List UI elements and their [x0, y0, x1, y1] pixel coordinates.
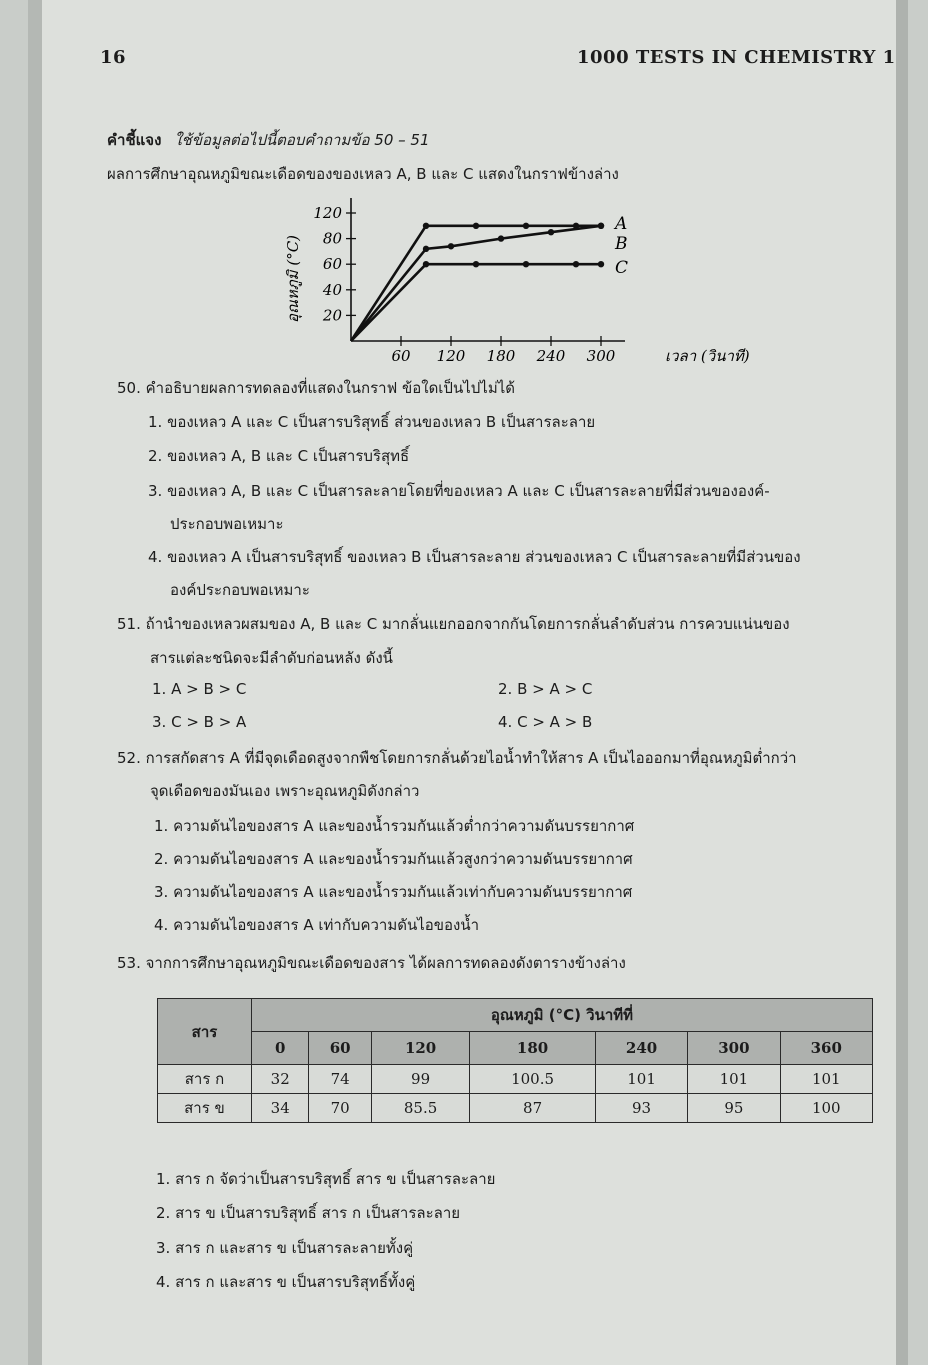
instructions — [107, 128, 429, 152]
series-label-B: B — [615, 233, 628, 254]
series-line-C — [351, 264, 601, 341]
table-temperature-header: อุณหภูมิ (°C) วินาทีที่ — [252, 999, 873, 1032]
table-cell: 34 — [252, 1094, 309, 1123]
q52-choice-2: 2. ความดันไอของสาร A และของน้ำรวมกันแล้วสูงกว่าความดันบรรยากาศ — [154, 850, 633, 868]
q51-choice-4: 4. C > A > B — [498, 713, 593, 731]
data-point-B — [448, 243, 454, 249]
table-cell: 74 — [309, 1065, 372, 1094]
table-time-header: 300 — [688, 1032, 780, 1065]
x-tick-label: 300 — [586, 347, 616, 365]
boiling-data-table — [157, 998, 873, 1123]
x-tick-label: 60 — [391, 347, 411, 365]
table-row-label: สาร ก — [158, 1065, 252, 1094]
instructions-text: ใช้ข้อมูลต่อไปนี้ตอบคำถามข้อ 50 – 51 — [174, 131, 430, 149]
q53-choice-4: 4. สาร ก และสาร ข เป็นสารบริสุทธิ์ทั้งคู่ — [156, 1273, 416, 1291]
table-cell: 93 — [595, 1094, 687, 1123]
data-point-C — [598, 261, 604, 267]
q52-choice-1: 1. ความดันไอของสาร A และของน้ำรวมกันแล้วต่ำกว่าความดันบรรยากาศ — [154, 817, 635, 835]
table-cell: 95 — [688, 1094, 780, 1123]
table-row — [158, 1065, 873, 1094]
y-tick-label: 80 — [322, 229, 342, 248]
data-point-C — [523, 261, 529, 267]
q51-stem-cont: สารแต่ละชนิดจะมีลำดับก่อนหลัง ดังนี้ — [150, 649, 393, 667]
y-tick-label: 20 — [322, 306, 342, 325]
data-point-B — [423, 246, 429, 252]
table-cell: 85.5 — [371, 1094, 469, 1123]
q52-stem: 52. การสกัดสาร A ที่มีจุดเดือดสูงจากพืชโดยการกลั่นด้วยไอน้ำทำให้สาร A เป็นไอออกมาที่อุณหภูมิต่ำกว่า — [117, 749, 797, 767]
table-cell: 87 — [470, 1094, 596, 1123]
q52-stem-cont: จุดเดือดของมันเอง เพราะอุณหภูมิดังกล่าว — [150, 782, 420, 800]
table-time-header: 60 — [309, 1032, 372, 1065]
x-tick-label: 120 — [436, 347, 466, 365]
table-substance-header: สาร — [158, 999, 252, 1065]
table-time-header: 120 — [371, 1032, 469, 1065]
q51-choice-1: 1. A > B > C — [152, 680, 247, 698]
q51-choice-2: 2. B > A > C — [498, 680, 593, 698]
data-point-C — [423, 261, 429, 267]
q50-choice-1: 1. ของเหลว A และ C เป็นสารบริสุทธิ์ ส่วนของเหลว B เป็นสารละลาย — [148, 413, 596, 431]
table-cell: 101 — [688, 1065, 780, 1094]
q50-choice-3-cont: ประกอบพอเหมาะ — [170, 515, 284, 533]
table-time-header: 240 — [595, 1032, 687, 1065]
table-cell: 100 — [780, 1094, 872, 1123]
q50-choice-2: 2. ของเหลว A, B และ C เป็นสารบริสุทธิ์ — [148, 447, 410, 465]
y-tick-label: 60 — [322, 255, 342, 274]
series-label-C: C — [615, 258, 629, 279]
instructions-intro: ผลการศึกษาอุณหภูมิขณะเดือดของของเหลว A, B และ C แสดงในกราฟข้างล่าง — [107, 165, 619, 183]
q52-choice-4: 4. ความดันไอของสาร A เท่ากับความดันไอของน้ำ — [154, 916, 480, 934]
table-row — [158, 1094, 873, 1123]
page-number: 16 — [100, 47, 127, 68]
data-point-A — [473, 223, 479, 229]
x-tick-label: 240 — [536, 347, 566, 365]
data-point-A — [423, 223, 429, 229]
page-edge — [896, 0, 908, 1365]
table-time-header: 360 — [780, 1032, 872, 1065]
q50-choice-4: 4. ของเหลว A เป็นสารบริสุทธิ์ ของเหลว B เป็นสารละลาย ส่วนของเหลว C เป็นสารละลายที่มีส่วนของ — [148, 548, 801, 566]
table-cell: 101 — [595, 1065, 687, 1094]
q51-choice-3: 3. C > B > A — [152, 713, 247, 731]
q53-choice-2: 2. สาร ข เป็นสารบริสุทธิ์ สาร ก เป็นสารละลาย — [156, 1204, 461, 1222]
x-axis-label: เวลา (วินาที) — [665, 347, 750, 365]
q53-choice-1: 1. สาร ก จัดว่าเป็นสารบริสุทธิ์ สาร ข เป็นสารละลาย — [156, 1170, 496, 1188]
boiling-point-chart — [270, 190, 790, 375]
data-point-B — [548, 229, 554, 235]
table-cell: 101 — [780, 1065, 872, 1094]
data-point-B — [498, 235, 504, 241]
q51-stem: 51. ถ้านำของเหลวผสมของ A, B และ C มากลั่นแยกออกจากกันโดยการกลั่นลำดับส่วน การควบแน่นของ — [117, 615, 790, 633]
data-point-C — [473, 261, 479, 267]
q52-choice-3: 3. ความดันไอของสาร A และของน้ำรวมกันแล้วเท่ากับความดันบรรยากาศ — [154, 883, 633, 901]
q53-choice-3: 3. สาร ก และสาร ข เป็นสารละลายทั้งคู่ — [156, 1239, 414, 1257]
book-title: 1000 TESTS IN CHEMISTRY 1 — [577, 47, 896, 68]
y-axis-label: อุณหภูมิ (°C) — [284, 234, 302, 324]
table-row-label: สาร ข — [158, 1094, 252, 1123]
q50-stem: 50. คำอธิบายผลการทดลองที่แสดงในกราฟ ข้อใดเป็นไปไม่ได้ — [117, 379, 515, 397]
table-cell: 32 — [252, 1065, 309, 1094]
table-time-header: 180 — [470, 1032, 596, 1065]
series-label-A: A — [615, 213, 628, 234]
q53-stem: 53. จากการศึกษาอุณหภูมิขณะเดือดของสาร ได้ผลการทดลองดังตารางข้างล่าง — [117, 954, 626, 972]
table-cell: 99 — [371, 1065, 469, 1094]
data-point-A — [523, 223, 529, 229]
table-cell: 100.5 — [470, 1065, 596, 1094]
table-cell: 70 — [309, 1094, 372, 1123]
y-tick-label: 40 — [322, 280, 342, 299]
data-point-B — [598, 223, 604, 229]
table-time-header: 0 — [252, 1032, 309, 1065]
instructions-label: คำชี้แจง — [107, 131, 162, 149]
page-spine-shadow — [28, 0, 42, 1365]
x-tick-label: 180 — [486, 347, 516, 365]
q50-choice-4-cont: องค์ประกอบพอเหมาะ — [170, 581, 310, 599]
y-tick-label: 120 — [313, 204, 342, 222]
data-point-C — [573, 261, 579, 267]
q50-choice-3: 3. ของเหลว A, B และ C เป็นสารละลายโดยที่ของเหลว A และ C เป็นสารละลายที่มีส่วนขององค์- — [148, 482, 770, 500]
